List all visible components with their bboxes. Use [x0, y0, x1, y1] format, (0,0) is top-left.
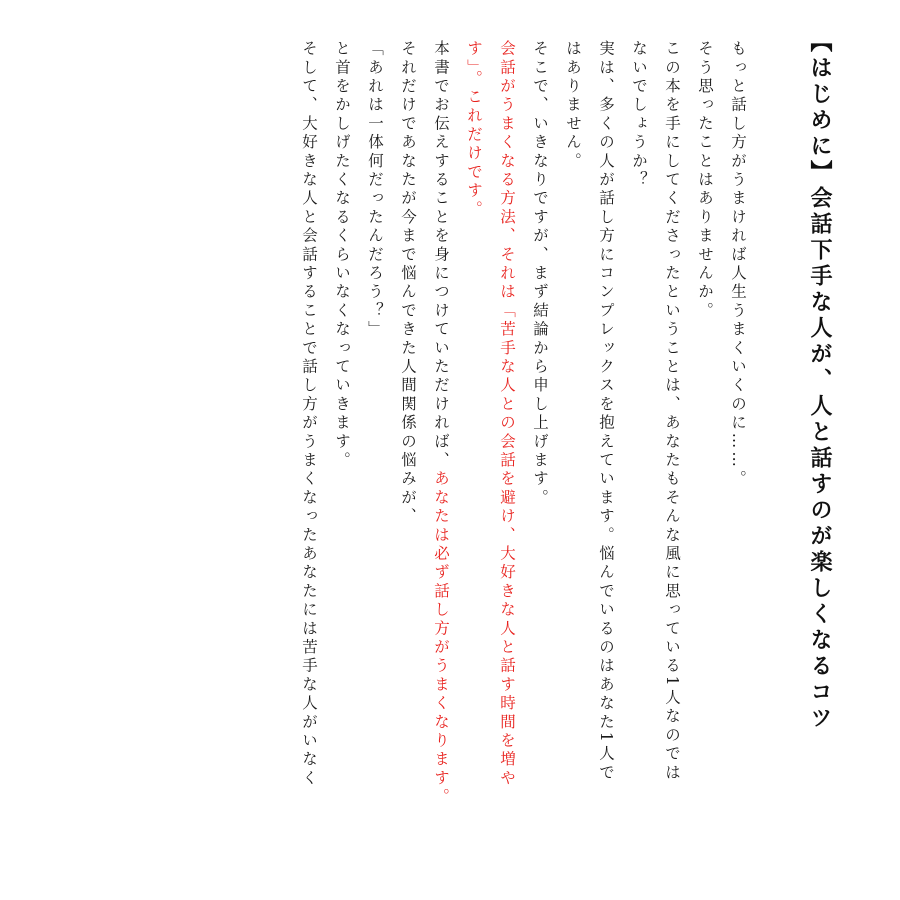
text-line [360, 40, 390, 339]
body-text-segment: はありません。 [564, 40, 582, 171]
text-line [657, 40, 687, 782]
body-text-segment: この本を手にしてくださったということは、あなたもそんな風に思っている1人なのでは [663, 40, 681, 783]
body-text-segment: 「あれは一体何だったんだろう？」 [366, 40, 384, 340]
text-line [393, 40, 423, 526]
body-text-segment: それだけであなたが今まで悩んできた人間関係の悩みが、 [399, 40, 417, 527]
chapter-title: 【はじめに】会話下手な人が、人と話すのが楽しくなるコツ [807, 30, 833, 732]
body-text-segment: もっと話し方がうまければ人生うまくいくのに……。 [729, 40, 747, 489]
body-text-segment: そこで、いきなりですが、まず結論から申し上げます。 [531, 40, 549, 508]
text-line [459, 40, 489, 219]
body-text-segment: そして、大好きな人と会話することで話し方がうまくなったあなたには苦手な人がいなく [300, 40, 318, 788]
body-text-segment: 本書でお伝えすることを身につけていただければ、 [432, 40, 450, 471]
text-line [690, 40, 720, 321]
text-line [624, 40, 654, 190]
text-line [327, 40, 357, 470]
text-line [426, 40, 456, 807]
text-line [294, 40, 324, 788]
text-line [558, 40, 588, 171]
text-line [525, 40, 555, 508]
body-text-segment: と首をかしげたくなるくらいなくなっていきます。 [333, 40, 351, 471]
body-text-segment: 実は、多くの人が話し方にコンプレックスを抱えています。悩んでいるのはあなた1人で [597, 40, 615, 783]
highlighted-text: 会話がうまくなる方法、それは「苦手な人との会話を避け、大好きな人と話す時間を増や [498, 40, 516, 789]
body-text-segment: ないでしょうか？ [630, 40, 648, 190]
text-line [723, 40, 753, 489]
highlighted-text: あなたは必ず話し方がうまくなります。 [432, 470, 450, 807]
body-text-segment: そう思ったことはありませんか。 [696, 40, 714, 321]
text-line [591, 40, 621, 782]
text-line [492, 40, 522, 788]
highlighted-text: す」。これだけです。 [465, 40, 483, 220]
